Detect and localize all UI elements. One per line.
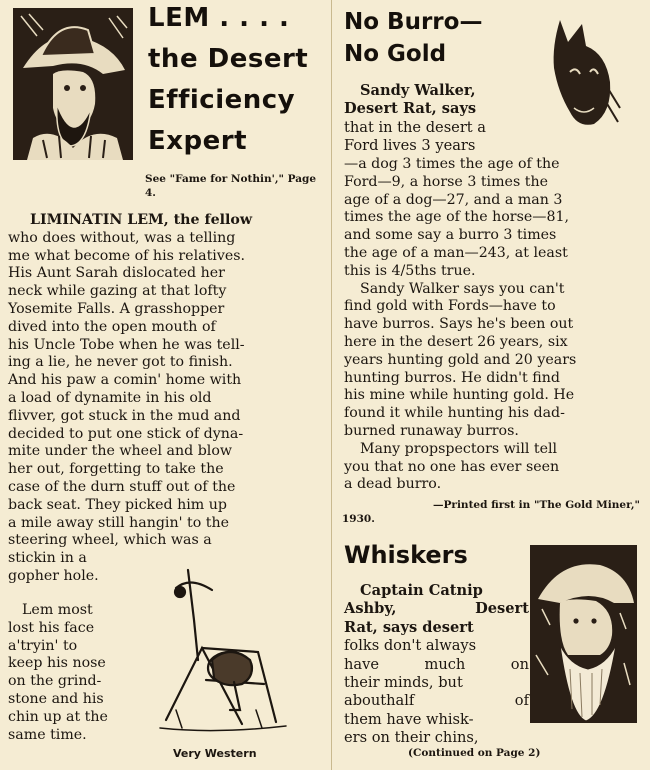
- lem-line: mite under the wheel and blow: [8, 443, 233, 460]
- whiskers-line: Rat, says desert: [344, 618, 474, 636]
- burro-title-line-1: No Burro—: [344, 9, 483, 35]
- burro-line: you that no one has ever seen: [344, 458, 560, 475]
- burro-line: a dead burro.: [344, 476, 442, 493]
- lem-line: a mile away still hangin' to the: [8, 514, 229, 531]
- lem-line: dived into the open mouth of: [8, 318, 216, 335]
- whiskers-line: folks don't always: [344, 637, 477, 655]
- lem-line: neck while gazing at that lofty: [8, 283, 227, 300]
- lem-see-reference: See "Fame for Nothin'," Page 4.: [145, 173, 317, 200]
- whiskers-body: [344, 582, 529, 748]
- burro-head-illustration: [540, 12, 622, 130]
- whiskers-headline: Whiskers: [344, 541, 468, 569]
- lem-line: And his paw a comin' home with: [8, 372, 242, 389]
- lem-line: lost his face: [8, 619, 95, 636]
- burro-intro-line: Sandy Walker,: [360, 82, 476, 99]
- lem-line: his Uncle Tobe when he was tell-: [8, 336, 245, 353]
- burro-line: the age of a man—243, at least: [344, 244, 568, 261]
- lem-line: a'tryin' to: [8, 637, 78, 654]
- lem-line: stickin in a: [8, 550, 87, 567]
- burro-line: found it while hunting his dad-: [344, 405, 565, 422]
- burro-line: hunting burros. He didn't find: [344, 369, 560, 386]
- lem-title-line-2: the Desert: [148, 44, 309, 74]
- lem-headline: [148, 2, 328, 166]
- credit-line-2: 1930.: [342, 513, 375, 525]
- burro-headline: [344, 8, 544, 72]
- grindstone-saddle-illustration: [146, 560, 296, 735]
- lem-title-line-3: Efficiency: [148, 85, 296, 115]
- whiskers-line: them have whisk-: [344, 710, 474, 728]
- lem-line: flivver, got stuck in the mud and: [8, 407, 241, 424]
- lem-line: LIMINATIN LEM, the fellow: [30, 212, 253, 228]
- column-divider: [331, 0, 332, 770]
- burro-title-line-2: No Gold: [344, 41, 447, 67]
- burro-intro-line: that in the desert a: [344, 118, 486, 136]
- whiskers-woodcut-portrait: [530, 545, 637, 723]
- whiskers-line: have much on: [344, 655, 529, 673]
- lem-line: steering wheel, which was a: [8, 532, 212, 549]
- lem-line: ing a lie, he never got to finish.: [8, 354, 233, 371]
- lem-line: on the grind-: [8, 673, 102, 690]
- burro-line: find gold with Fords—have to: [344, 298, 556, 315]
- lem-line: Lem most: [22, 602, 93, 618]
- lem-story-continuation: [8, 602, 148, 744]
- burro-line: have burros. Says he's been out: [344, 316, 574, 333]
- burro-line: Many propspectors will tell: [360, 440, 558, 457]
- lem-line: me what become of his relatives.: [8, 247, 246, 264]
- lem-line: same time.: [8, 726, 87, 743]
- lem-line: a load of dynamite in his old: [8, 389, 212, 406]
- burro-line: and some say a burro 3 times: [344, 227, 557, 244]
- lem-line: Yosemite Falls. A grasshopper: [8, 300, 225, 317]
- lem-title-line-4: Expert: [148, 126, 248, 156]
- lem-line: decided to put one stick of dyna-: [8, 425, 244, 442]
- burro-line: this is 4/5ths true.: [344, 262, 476, 279]
- lem-story-body: [8, 212, 320, 586]
- lem-line: stone and his: [8, 690, 104, 707]
- burro-line: here in the desert 26 years, six: [344, 333, 568, 350]
- burro-line: times the age of the horse—81,: [344, 209, 570, 226]
- lem-line: keep his nose: [8, 655, 106, 672]
- lem-line: chin up at the: [8, 708, 108, 725]
- burro-line: Sandy Walker says you can't: [360, 280, 565, 297]
- whiskers-line: ers on their chins,: [344, 729, 479, 747]
- credit-line-1: —Printed first in "The Gold Miner,": [433, 499, 640, 511]
- lem-line: case of the durn stuff out of the: [8, 478, 236, 495]
- whiskers-line: abouthalf of: [344, 692, 529, 710]
- lem-woodcut-portrait: [13, 8, 133, 160]
- burro-intro: [344, 82, 544, 156]
- burro-body: [344, 156, 640, 494]
- lem-line: gopher hole.: [8, 567, 99, 584]
- lem-title-line-1: LEM . . . .: [148, 3, 290, 33]
- whiskers-line: Ashby, Desert: [344, 600, 529, 618]
- illustration-caption: Very Western: [173, 747, 257, 760]
- lem-line: her out, forgetting to take the: [8, 461, 224, 478]
- burro-line: —a dog 3 times the age of the: [344, 156, 560, 172]
- whiskers-line: Captain Catnip: [360, 582, 483, 599]
- burro-line: burned runaway burros.: [344, 422, 519, 439]
- burro-line: Ford—9, a horse 3 times the: [344, 173, 548, 190]
- whiskers-line: their minds, but: [344, 674, 463, 692]
- burro-credit: [342, 498, 640, 526]
- burro-intro-line: Desert Rat, says: [344, 100, 477, 118]
- burro-line: years hunting gold and 20 years: [344, 351, 577, 368]
- lem-line: His Aunt Sarah dislocated her: [8, 265, 225, 282]
- lem-line: who does without, was a telling: [8, 229, 236, 246]
- burro-intro-line: Ford lives 3 years: [344, 137, 476, 155]
- burro-line: age of a dog—27, and a man 3: [344, 191, 563, 208]
- lem-line: back seat. They picked him up: [8, 496, 227, 513]
- burro-line: his mine while hunting gold. He: [344, 387, 575, 404]
- continued-on-page: (Continued on Page 2): [408, 747, 541, 759]
